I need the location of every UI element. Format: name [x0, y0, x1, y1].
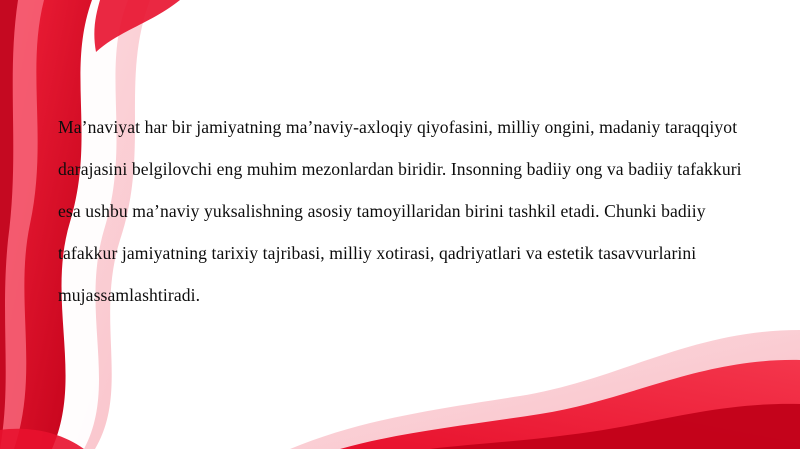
paragraph-body: Ma’naviyat har bir jamiyatning ma’naviy-axloqiy qiyofasini, milliy ongini, madaniy taraqqiyot darajasini belgilovchi eng muhim mezonlardan biridir. Insonning badiiy ong va badiiy tafakkuri esa ushbu ma’naviy yuksalishning asosiy tamoyillaridan birini tashkil etadi. Chunki badiiy tafakkur jamiyatning tarixiy tajribasi, milliy xotirasi, qadriyatlari va estetik tasavvurlarini mujassamlashtiradi.	[58, 116, 747, 305]
text-block	[58, 88, 748, 333]
